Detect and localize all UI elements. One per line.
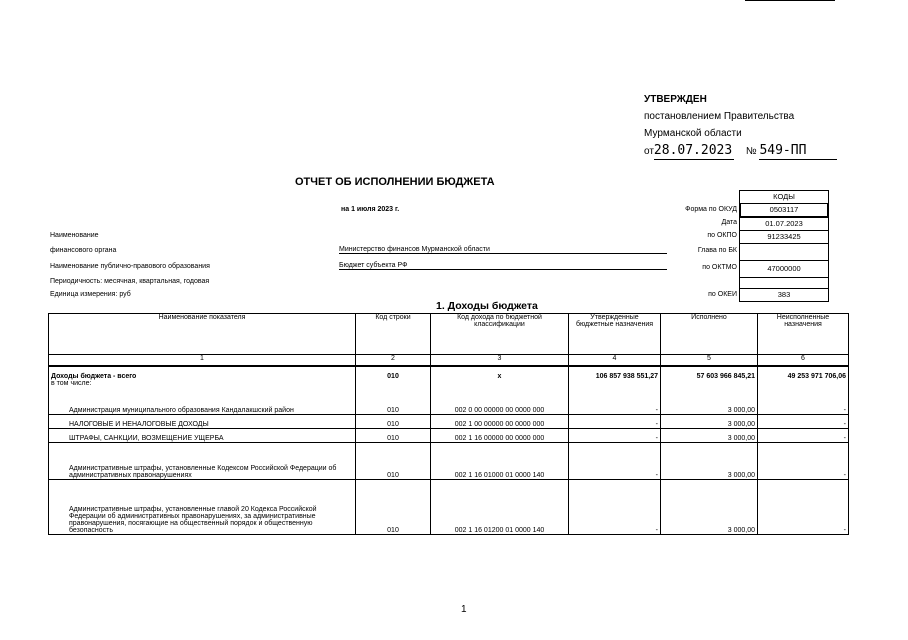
label-fin-org: финансового органа xyxy=(50,247,117,254)
row-approved xyxy=(569,380,661,391)
label-okpo: по ОКПО xyxy=(707,232,737,239)
row-executed: 3 000,00 xyxy=(661,391,758,415)
row-code: x xyxy=(431,366,569,380)
table-row xyxy=(49,380,849,391)
number-prefix: № xyxy=(745,146,757,157)
row-code: 002 0 00 00000 00 0000 000 xyxy=(431,391,569,415)
row-unexecuted: - xyxy=(758,443,849,480)
row-unexecuted xyxy=(758,380,849,391)
row-name: Доходы бюджета - всего xyxy=(49,366,356,380)
label-date: Дата xyxy=(721,219,737,226)
row-code: 002 1 16 01200 01 0000 140 xyxy=(431,480,569,535)
header-executed: Исполнено xyxy=(661,314,758,355)
row-line: 010 xyxy=(356,480,431,535)
table-number-row xyxy=(49,355,849,366)
table-row xyxy=(49,415,849,429)
label-okei: по ОКЕИ xyxy=(708,291,737,298)
row-unexecuted: - xyxy=(758,429,849,443)
approval-date-line xyxy=(644,142,837,160)
row-executed: 3 000,00 xyxy=(661,415,758,429)
label-oktmo: по ОКТМО xyxy=(702,264,737,271)
label-name: Наименование xyxy=(50,232,99,239)
codes-box xyxy=(739,190,829,302)
row-unexecuted: - xyxy=(758,415,849,429)
section-title: 1. Доходы бюджета xyxy=(436,300,538,312)
code-date: 01.07.2023 xyxy=(740,217,828,230)
row-name: ШТРАФЫ, САНКЦИИ, ВОЗМЕЩЕНИЕ УЩЕРБА xyxy=(49,429,356,443)
row-name: НАЛОГОВЫЕ И НЕНАЛОГОВЫЕ ДОХОДЫ xyxy=(49,415,356,429)
row-line: 010 xyxy=(356,429,431,443)
header-unexecuted: Неисполненные назначения xyxy=(758,314,849,355)
table-row xyxy=(49,443,849,480)
code-okud: 0503117 xyxy=(740,203,828,217)
code-okpo: 91233425 xyxy=(740,230,828,243)
row-name: Администрация муниципального образования Кандалакшский район xyxy=(49,391,356,415)
row-name: Административные штрафы, установленные Кодексом Российской Федерации об административных правонарушениях xyxy=(49,443,356,480)
report-title: ОТЧЕТ ОБ ИСПОЛНЕНИИ БЮДЖЕТА xyxy=(295,176,495,188)
code-oktmo: 47000000 xyxy=(740,260,828,277)
label-glava: Глава по БК xyxy=(697,247,737,254)
value-fin-org: Министерство финансов Мурманской области xyxy=(339,246,667,254)
col-num-1: 1 xyxy=(49,355,356,366)
col-num-6: 6 xyxy=(758,355,849,366)
row-executed: 3 000,00 xyxy=(661,480,758,535)
header-name: Наименование показателя xyxy=(49,314,356,355)
row-approved: - xyxy=(569,443,661,480)
code-blank xyxy=(740,277,828,288)
codes-header: КОДЫ xyxy=(773,192,795,201)
row-unexecuted: 49 253 971 706,06 xyxy=(758,366,849,380)
row-code: 002 1 16 00000 00 0000 000 xyxy=(431,429,569,443)
col-num-4: 4 xyxy=(569,355,661,366)
table-row xyxy=(49,480,849,535)
header-line-code: Код строки xyxy=(356,314,431,355)
row-code: 002 1 16 01000 01 0000 140 xyxy=(431,443,569,480)
code-glava xyxy=(740,243,828,260)
top-line xyxy=(745,0,835,1)
table-row xyxy=(49,366,849,380)
approval-heading: УТВЕРЖДЕН xyxy=(644,94,707,105)
col-num-3: 3 xyxy=(431,355,569,366)
header-income-code: Код дохода по бюджетной классификации xyxy=(431,314,569,355)
approval-line-1: постановлением Правительства xyxy=(644,111,795,122)
row-approved: - xyxy=(569,480,661,535)
report-date: на 1 июля 2023 г. xyxy=(341,206,400,213)
row-line: 010 xyxy=(356,366,431,380)
row-approved: - xyxy=(569,415,661,429)
row-executed xyxy=(661,380,758,391)
row-code: 002 1 00 00000 00 0000 000 xyxy=(431,415,569,429)
row-executed: 3 000,00 xyxy=(661,443,758,480)
row-code xyxy=(431,380,569,391)
approval-block xyxy=(644,91,837,160)
row-unexecuted: - xyxy=(758,391,849,415)
approval-date: 28.07.2023 xyxy=(653,143,733,158)
row-line: 010 xyxy=(356,443,431,480)
row-unexecuted: - xyxy=(758,480,849,535)
approval-number: 549-ПП xyxy=(759,142,837,160)
row-name: в том числе: xyxy=(49,380,356,391)
revenue-table xyxy=(48,313,849,535)
code-okei: 383 xyxy=(740,288,828,301)
row-executed: 57 603 966 845,21 xyxy=(661,366,758,380)
row-name: Административные штрафы, установленные главой 20 Кодекса Российской Федерации об административных правонарушениях, за административные правонарушения, посягающие на общественный порядок и общественную безопасность xyxy=(49,480,356,535)
table-row xyxy=(49,429,849,443)
label-okud: Форма по ОКУД xyxy=(685,206,737,213)
row-approved: - xyxy=(569,391,661,415)
table-row xyxy=(49,391,849,415)
row-line xyxy=(356,380,431,391)
page-number: 1 xyxy=(461,604,467,615)
table-header-row xyxy=(49,314,849,355)
row-line: 010 xyxy=(356,415,431,429)
header-approved: Утвержденные бюджетные назначения xyxy=(569,314,661,355)
date-prefix: от xyxy=(644,146,654,157)
col-num-5: 5 xyxy=(661,355,758,366)
col-num-2: 2 xyxy=(356,355,431,366)
value-pub-entity: Бюджет субъекта РФ xyxy=(339,262,667,270)
row-executed: 3 000,00 xyxy=(661,429,758,443)
label-pub-entity: Наименование публично-правового образования xyxy=(50,263,210,270)
row-approved: - xyxy=(569,429,661,443)
approval-line-2: Мурманской области xyxy=(644,128,742,139)
label-periodicity: Периодичность: месячная, квартальная, годовая xyxy=(50,278,210,285)
label-unit: Единица измерения: руб xyxy=(50,291,131,298)
row-line: 010 xyxy=(356,391,431,415)
row-approved: 106 857 938 551,27 xyxy=(569,366,661,380)
